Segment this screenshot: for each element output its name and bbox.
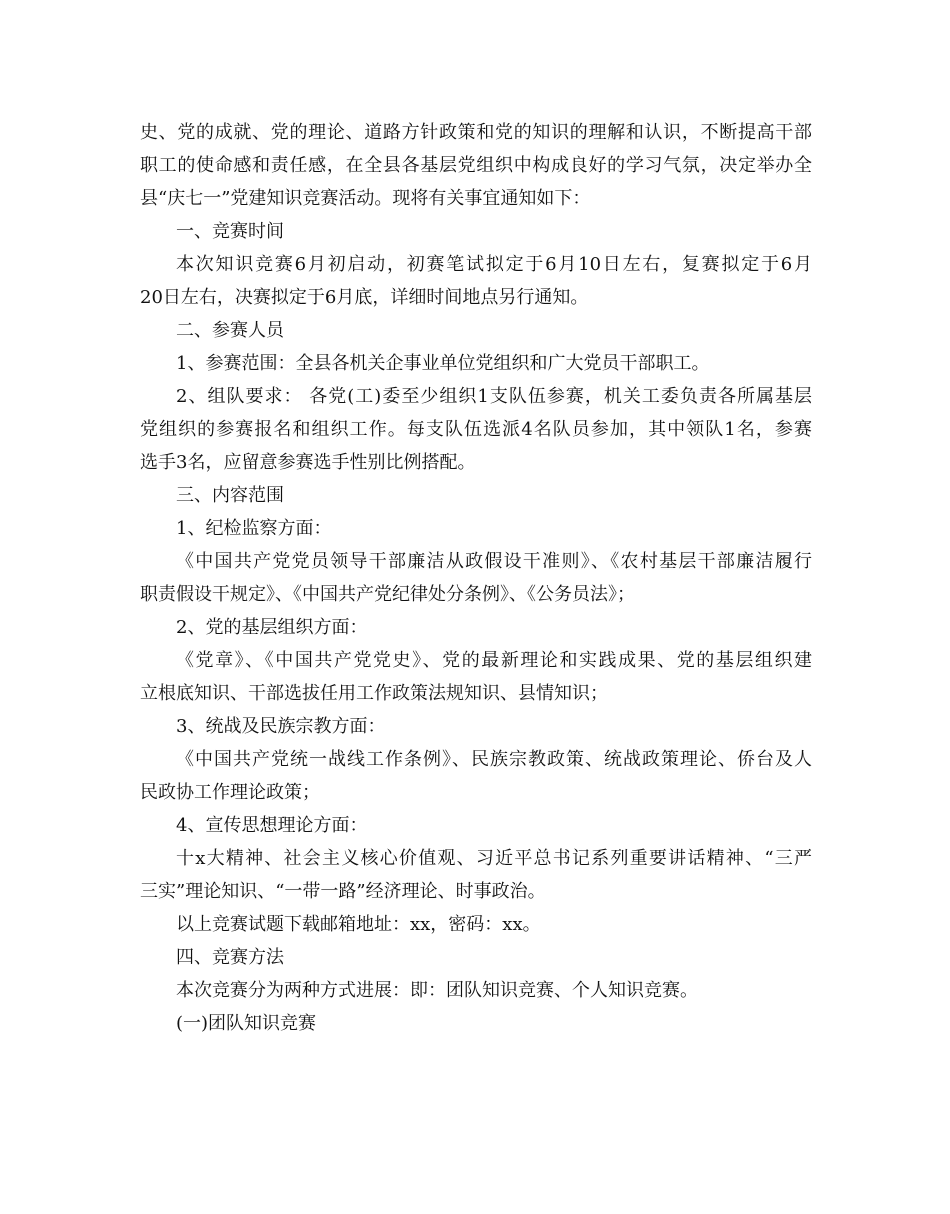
subsection-heading: (一)团队知识竞赛	[176, 1013, 317, 1034]
section-heading: 三、内容范围	[176, 485, 284, 506]
paragraph-line: 党组织的参赛报名和组织工作。每支队伍选派4名队员参加，其中领队1名，参赛	[140, 419, 812, 440]
section-heading: 二、参赛人员	[176, 320, 284, 341]
paragraph-line: 县“庆七一”党建知识竞赛活动。现将有关事宜通知如下：	[140, 188, 591, 209]
subsection-heading: 1、纪检监察方面：	[176, 518, 332, 539]
paragraph-line: 20日左右，决赛拟定于6月底，详细时间地点另行通知。	[140, 287, 589, 308]
subsection-heading: 2、党的基层组织方面：	[176, 617, 368, 638]
paragraph-line: 十x大精神、社会主义核心价值观、习近平总书记系列重要讲话精神、“三严	[176, 848, 812, 869]
paragraph-line: 2、组队要求： 各党(工)委至少组织1支队伍参赛，机关工委负责各所属基层	[176, 386, 812, 407]
paragraph-line: 职工的使命感和责任感，在全县各基层党组织中构成良好的学习气氛，决定举办全	[140, 155, 812, 176]
paragraph-line: 1、参赛范围：全县各机关企事业单位党组织和广大党员干部职工。	[176, 353, 710, 374]
paragraph-line: 本次竞赛分为两种方式进展：即：团队知识竞赛、个人知识竞赛。	[176, 980, 698, 1001]
paragraph-line: 以上竞赛试题下载邮箱地址：xx，密码：xx。	[176, 914, 541, 935]
paragraph-line: 史、党的成就、党的理论、道路方针政策和党的知识的理解和认识，不断提高干部	[140, 122, 812, 143]
subsection-heading: 3、统战及民族宗教方面：	[176, 716, 386, 737]
document-body	[140, 116, 812, 1040]
paragraph-line: 三实”理论知识、“一带一路”经济理论、时事政治。	[140, 881, 546, 902]
paragraph-line: 本次知识竞赛6月初启动，初赛笔试拟定于6月10日左右，复赛拟定于6月	[176, 254, 812, 275]
paragraph-line: 民政协工作理论政策；	[140, 782, 320, 803]
subsection-heading: 4、宣传思想理论方面：	[176, 815, 368, 836]
paragraph-line: 职责假设干规定》、《中国共产党纪律处分条例》、《公务员法》；	[140, 584, 635, 605]
paragraph-line: 选手3名，应留意参赛选手性别比例搭配。	[140, 452, 476, 473]
section-heading: 四、竞赛方法	[176, 947, 284, 968]
paragraph-line: 《中国共产党党员领导干部廉洁从政假设干准则》、《农村基层干部廉洁履行	[176, 551, 812, 572]
paragraph-line: 《中国共产党统一战线工作条例》、民族宗教政策、统战政策理论、侨台及人	[176, 749, 812, 770]
section-heading: 一、竞赛时间	[176, 221, 284, 242]
paragraph-line: 立根底知识、干部选拔任用工作政策法规知识、县情知识；	[140, 683, 608, 704]
paragraph-line: 《党章》、《中国共产党党史》、党的最新理论和实践成果、党的基层组织建	[176, 650, 812, 671]
